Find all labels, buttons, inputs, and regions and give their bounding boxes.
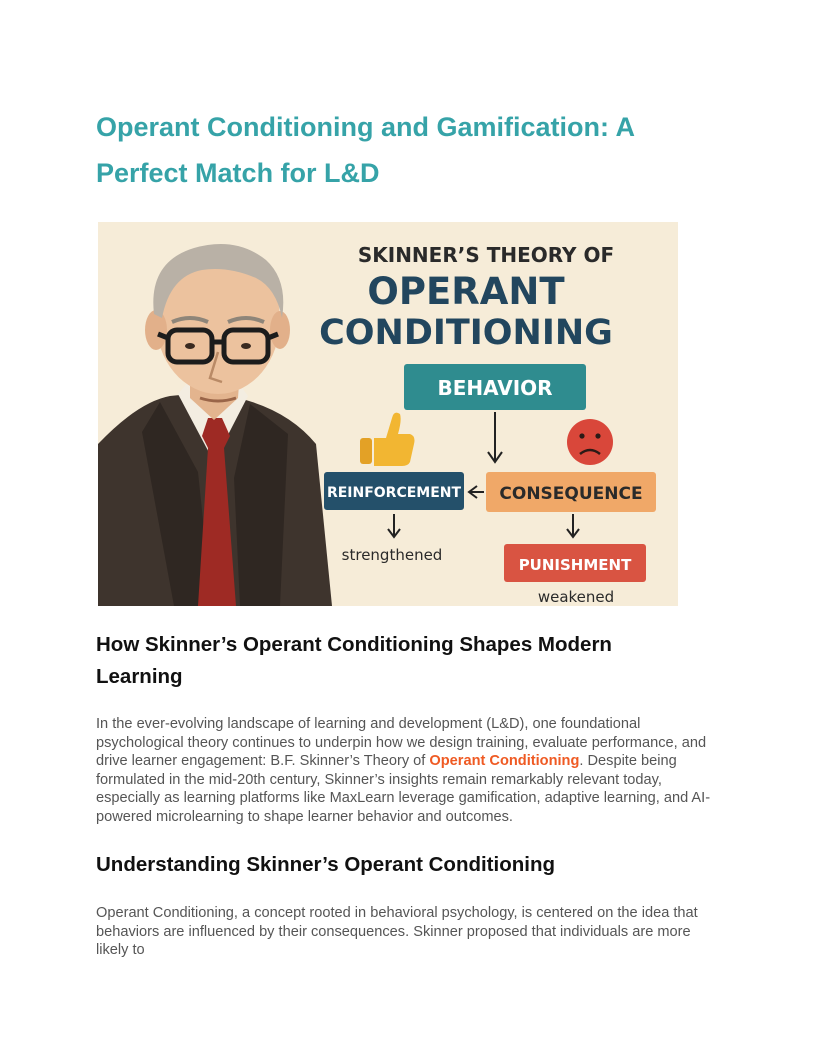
intro-paragraph <box>96 715 726 827</box>
operant-conditioning-link[interactable]: Operant Conditioning <box>429 753 580 770</box>
right-ear <box>270 311 290 349</box>
poster-heading-line1: OPERANT <box>367 270 565 313</box>
reinforcement-label: REINFORCEMENT <box>326 485 462 501</box>
intro-text-before: In the ever-evolving landscape of learning and development (L&D), one foundational psychological theory continues to underpin how we design training, evaluate performance, and drive learner engagement: B.F. Skinner’s Theory of <box>96 716 707 770</box>
poster-heading-small: SKINNER’S THEORY OF <box>357 243 615 267</box>
punishment-label: PUNISHMENT <box>518 556 632 574</box>
consequence-label: CONSEQUENCE <box>499 484 643 504</box>
strengthened-label: strengthened <box>341 546 443 564</box>
intro-text-after: . Despite being formulated in the mid-20th century, Skinner’s insights remain remarkably relevant today, especially as learning platforms like MaxLearn leverage gamification, adaptive learning, and AI-powered microlearning to shape learner behavior and outcomes. <box>96 753 711 825</box>
behavior-label: BEHAVIOR <box>437 376 553 400</box>
sad-face-icon <box>567 419 613 465</box>
weakened-label: weakened <box>537 588 615 606</box>
section-heading-modern-learning: How Skinner’s Operant Conditioning Shapes Modern Learning <box>96 633 612 688</box>
understanding-paragraph: Operant Conditioning, a concept rooted in behavioral psychology, is centered on the idea that behaviors are influenced by their consequences. Skinner proposed that individuals are more likely to <box>96 905 698 959</box>
left-ear <box>145 310 167 350</box>
article-title: Operant Conditioning and Gamification: A Perfect Match for L&D <box>96 112 634 188</box>
poster-heading-line2: CONDITIONING <box>319 313 613 353</box>
section-heading-understanding: Understanding Skinner’s Operant Conditioning <box>96 853 555 876</box>
hero-illustration <box>98 222 678 606</box>
